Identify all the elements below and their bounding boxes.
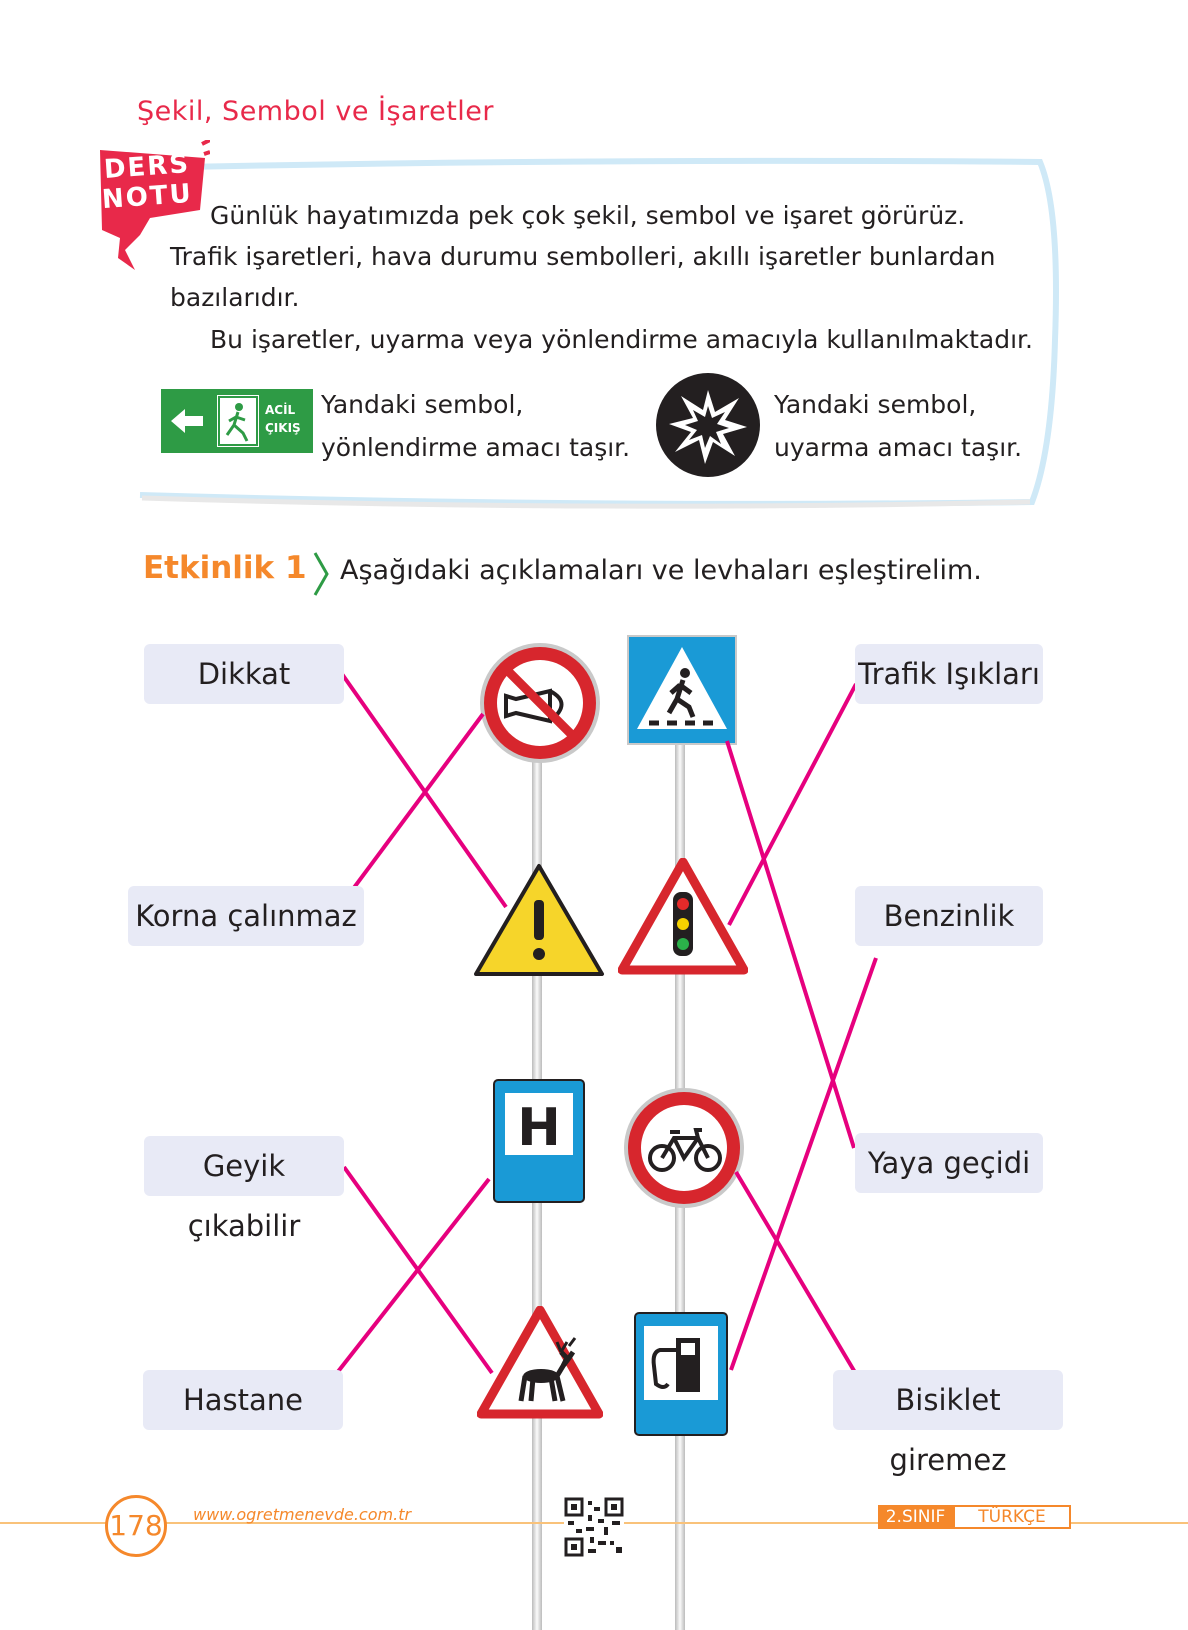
symbol1-text-2: yönlendirme amacı taşır. [321, 433, 631, 462]
activity-title: Etkinlik 1 [143, 550, 307, 586]
page-number: 178 [105, 1495, 167, 1557]
exit-sign-text-1: ACİL [265, 403, 296, 417]
label-hastane: Hastane [143, 1370, 343, 1430]
match-line-hastane [333, 1179, 489, 1378]
badge-text-notu: NOTU [101, 178, 194, 216]
symbol2-text-1: Yandaki sembol, [774, 390, 977, 419]
subject-badge: TÜRKÇE [953, 1505, 1071, 1529]
match-line-bisiklet [736, 1172, 856, 1374]
match-line-yaya [727, 741, 854, 1148]
activity-instruction: Aşağıdaki açıklamaları ve levhaları eşleştirelim. [340, 555, 982, 586]
label-dikkat: Dikkat [144, 644, 344, 704]
grade-badge: 2.SINIF [878, 1505, 953, 1529]
label-yaya-gecidi: Yaya geçidi [855, 1133, 1043, 1193]
label-korna-calinmaz: Korna çalınmaz [128, 886, 364, 946]
note-paragraph-2: Bu işaretler, uyarma veya yönlendirme amacıyla kullanılmaktadır. [210, 325, 1033, 354]
label-trafik-isiklari: Trafik Işıkları [855, 644, 1043, 704]
qr-code-icon[interactable] [564, 1497, 624, 1557]
symbol1-text-1: Yandaki sembol, [321, 390, 524, 419]
badge-text-ders: DERS [103, 149, 192, 185]
label-bisiklet-giremez: Bisiklet giremez [833, 1370, 1063, 1430]
note-paragraph-1: Günlük hayatımızda pek çok şekil, sembol ve işaret görürüz. Trafik işaretleri, hava durumu sembolleri, akıllı işaretler bunlardan bazılarıdır. [170, 201, 996, 312]
match-line-korna [350, 714, 483, 893]
label-benzinlik: Benzinlik [855, 886, 1043, 946]
hospital-letter: H [517, 1098, 561, 1158]
label-geyik-cikabilir: Geyik çıkabilir [144, 1136, 344, 1196]
website-link[interactable]: www.ogretmenevde.com.tr [193, 1505, 412, 1524]
section-title: Şekil, Sembol ve İşaretler [137, 96, 495, 127]
exit-sign-text-2: ÇIKIŞ [265, 421, 301, 435]
symbol2-text-2: uyarma amacı taşır. [774, 433, 1023, 462]
